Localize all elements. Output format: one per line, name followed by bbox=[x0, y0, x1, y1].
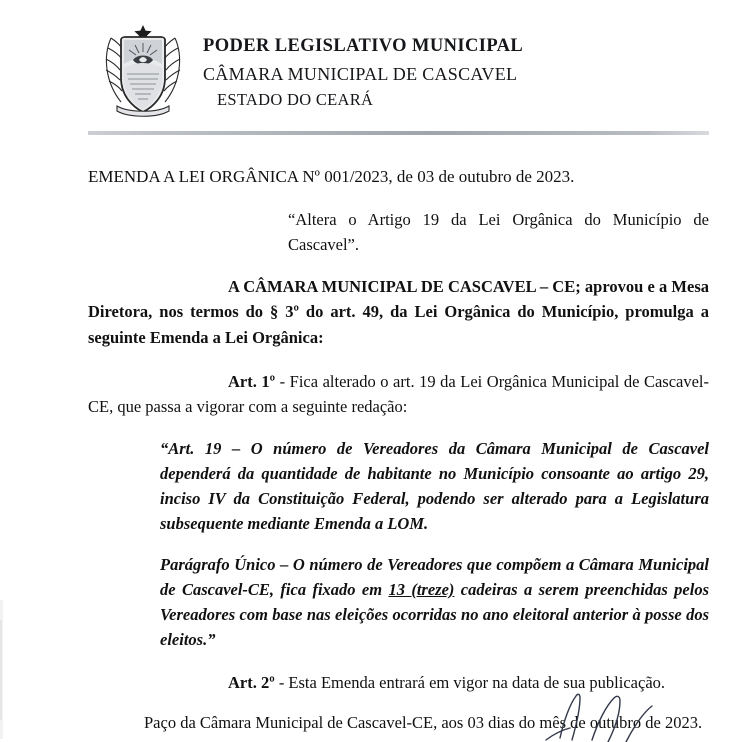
closing-text: Paço da Câmara Municipal de Cascavel-CE, aos 03 dias do mês de outubro de 2023. bbox=[144, 712, 703, 732]
article-2-text: - Esta Emenda entrará em vigor na data de sua publicação. bbox=[274, 673, 666, 693]
header-line-estado: ESTADO DO CEARÁ bbox=[217, 90, 374, 110]
article-1-paragraph bbox=[88, 369, 709, 420]
quote-paragrafo-prefix: Parágrafo Único – O número de Vereadores que compõem a Câmara Municipal de Cascavel-CE, fica fixado em bbox=[160, 554, 709, 600]
divider-bar bbox=[88, 131, 709, 135]
preamble-paragraph bbox=[88, 274, 709, 351]
header-line-poder-legislativo: PODER LEGISLATIVO MUNICIPAL bbox=[203, 36, 524, 56]
article-2-paragraph bbox=[88, 670, 709, 696]
quote-paragrafo-number: 13 (treze) bbox=[388, 580, 455, 600]
header-divider bbox=[0, 129, 755, 136]
header-text-block bbox=[203, 16, 523, 112]
article-1-text: - Fica alterado o art. 19 da Lei Orgânica Municipal de Cascavel-CE, que passa a vigorar com a seguinte redação: bbox=[88, 371, 709, 417]
closing-paragraph bbox=[88, 710, 709, 736]
document-header bbox=[0, 0, 755, 121]
header-line-camara: CÂMARA MUNICIPAL DE CASCAVEL bbox=[203, 63, 518, 84]
quote-paragrafo-unico bbox=[88, 552, 709, 652]
article-1-label: Art. 1º bbox=[228, 371, 276, 391]
document-body bbox=[0, 164, 755, 735]
ementa-quote: “Altera o Artigo 19 da Lei Orgânica do Município de Cascavel”. bbox=[288, 210, 709, 255]
quote-paragrafo-suffix: cadeiras a serem preenchidas pelos Vereadores com base nas eleições ocorridas no ano eleitoral anterior à posse dos eleitos.” bbox=[160, 580, 709, 650]
preamble-text: A CÂMARA MUNICIPAL DE CASCAVEL – CE; aprovou e a Mesa Diretora, nos termos do § 3º do art. 49, da Lei Orgânica do Município, promulga a seguinte Emenda a Lei Orgânica: bbox=[88, 276, 709, 347]
article-2-label: Art. 2º bbox=[228, 673, 275, 693]
document-title-line: EMENDA A LEI ORGÂNICA Nº 001/2023, de 03 de outubro de 2023. bbox=[88, 167, 575, 186]
quote-art-19: “Art. 19 – O número de Vereadores da Câmara Municipal de Cascavel dependerá da quantidade de habitante no Município consoante ao artigo 29, inciso IV da Constituição Federal, podendo ser alterado para a Legislatura subsequente mediante Emenda a LOM. bbox=[160, 438, 709, 533]
brasao-ceara-emblem bbox=[95, 16, 191, 121]
